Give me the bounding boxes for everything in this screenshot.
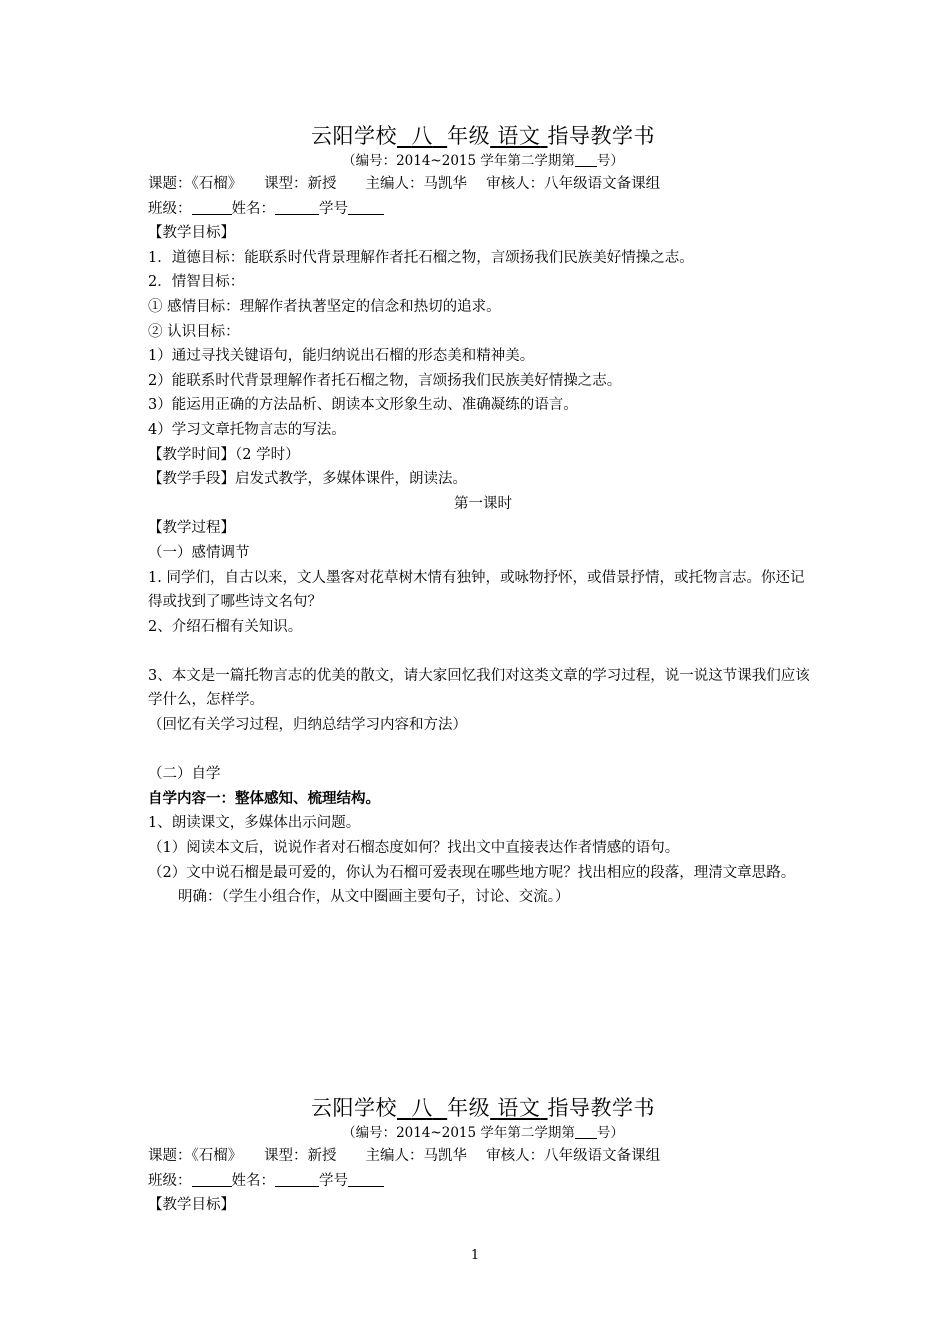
objective-3: 3）能运用正确的方法品析、朗读本文形象生动、准确凝练的语言。 xyxy=(148,397,578,414)
paragraph-3: 3、本文是一篇托物言志的优美的散文，请大家回忆我们对这类文章的学习过程，说一说这节课我们应该学什么，怎样学。 xyxy=(148,667,810,709)
question-1: （1）阅读本文后，说说作者对石榴态度如何？找出文中直接表达作者情感的语句。 xyxy=(148,840,680,857)
goal-emotion: ① 感情目标：理解作者执著坚定的信念和热切的追求。 xyxy=(148,298,501,315)
paragraph-4: （回忆有关学习过程，归纳总结学习内容和方法） xyxy=(148,717,467,734)
grade-field: 八 xyxy=(411,124,433,148)
goal-moral: 1．道德目标：能联系时代背景理解作者托石榴之物，言颂扬我们民族美好情操之志。 xyxy=(148,249,694,266)
topic-line: 课题：《石榴》 课型：新授 主编人：马凯华 审核人：八年级语文备课组 xyxy=(148,176,661,192)
question-intro: 1、朗读课文，多媒体出示问题。 xyxy=(148,815,361,832)
first-section xyxy=(148,122,818,910)
subject-field: 语文 xyxy=(497,124,541,148)
objective-4: 4）学习文章托物言志的写法。 xyxy=(148,421,346,438)
goal-intellect: 2．情智目标： xyxy=(148,274,245,291)
goals-title: 【教学目标】 xyxy=(148,225,235,242)
student-info-line-repeat: 班级： 姓名： 学号 xyxy=(148,1169,818,1194)
self-study-content: 自学内容一：整体感知、梳理结构。 xyxy=(148,789,380,807)
doc-title-repeat: 云阳学校 八 年级 语文 指导教学书 xyxy=(310,1096,656,1120)
name-blank xyxy=(275,200,319,215)
grade-word: 年级 xyxy=(447,124,491,148)
book-name: 指导教学书 xyxy=(547,124,656,148)
serial-line: （编号：2014~2015 学年第二学期第 号） xyxy=(342,153,624,169)
teaching-means: 【教学手段】启发式教学，多媒体课件，朗读法。 xyxy=(148,471,467,488)
serial-line-repeat: （编号：2014~2015 学年第二学期第 号） xyxy=(342,1125,624,1141)
goals-title-repeat: 【教学目标】 xyxy=(148,1197,235,1214)
school-name: 云阳学校 xyxy=(310,124,397,148)
paragraph-1: 1. 同学们，自古以来，文人墨客对花草树木情有独钟，或咏物抒怀，或借景抒情，或托物言志。你还记得或找到了哪些诗文名句？ xyxy=(148,569,805,611)
second-section xyxy=(148,1094,818,1218)
question-2: （2）文中说石榴是最可爱的，你认为石榴可爱表现在哪些地方呢？找出相应的段落，理清文章思路。 xyxy=(148,864,796,881)
class-blank xyxy=(192,200,232,215)
process-title: 【教学过程】 xyxy=(148,520,235,537)
doc-title xyxy=(148,122,818,150)
section-emotion: （一）感情调节 xyxy=(148,544,250,561)
objective-1: 1）通过寻找关键语句，能归纳说出石榴的形态美和精神美。 xyxy=(148,348,535,365)
paragraph-2: 2、介绍石榴有关知识。 xyxy=(148,618,303,635)
student-info-line: 班级： 姓名： 学号 xyxy=(148,197,818,222)
serial-blank xyxy=(575,152,597,167)
page-number: 1 xyxy=(470,1248,480,1263)
topic-line-repeat: 课题：《石榴》 课型：新授 主编人：马凯华 审核人：八年级语文备课组 xyxy=(148,1148,661,1164)
lesson-heading: 第一课时 xyxy=(454,495,512,512)
id-blank xyxy=(348,200,384,215)
objective-2: 2）能联系时代背景理解作者托石榴之物，言颂扬我们民族美好情操之志。 xyxy=(148,372,622,389)
goal-cognition: ② 认识目标： xyxy=(148,323,240,340)
clarify-line: 明确：（学生小组合作，从文中圈画主要句子，讨论、交流。） xyxy=(178,889,570,906)
section-self-study: （二）自学 xyxy=(148,766,221,783)
teaching-time: 【教学时间】（2 学时） xyxy=(148,446,300,463)
